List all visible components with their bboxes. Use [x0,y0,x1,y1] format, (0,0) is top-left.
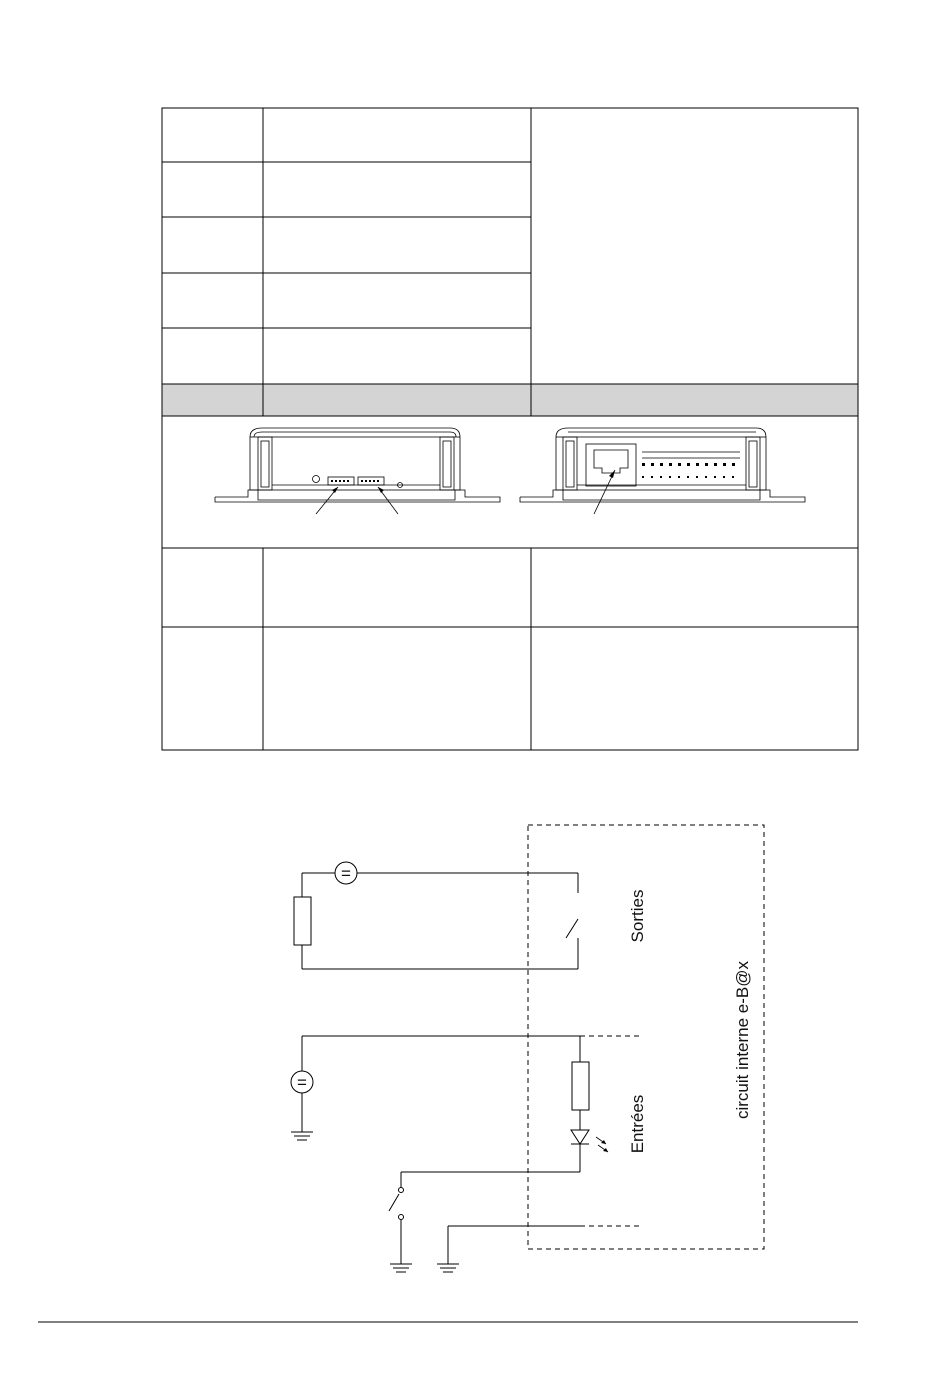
table-header-band [162,384,858,416]
outputs-label: Sorties [628,889,647,943]
internal-circuit-label: circuit interne e-B@x [733,960,752,1120]
source-symbol: = [341,864,351,883]
source-symbol: = [297,1073,307,1092]
ground-symbol-1 [291,1132,313,1140]
light-emission-icon [596,1137,608,1152]
input-resistor [572,1062,589,1110]
spec-table [162,108,858,750]
load-resistor [294,897,311,945]
internal-circuit-box [528,825,764,1249]
ground-symbol-3 [437,1264,459,1272]
device-drawing-rear [520,428,805,514]
table-border [162,108,858,750]
device-drawing-front [215,428,500,514]
inputs-label: Entrées [628,1094,647,1154]
output-switch [566,919,578,938]
opto-led [571,1130,589,1144]
wiring-schematic [291,825,764,1272]
ground-symbol-2 [390,1264,412,1272]
input-switch [389,1194,399,1211]
